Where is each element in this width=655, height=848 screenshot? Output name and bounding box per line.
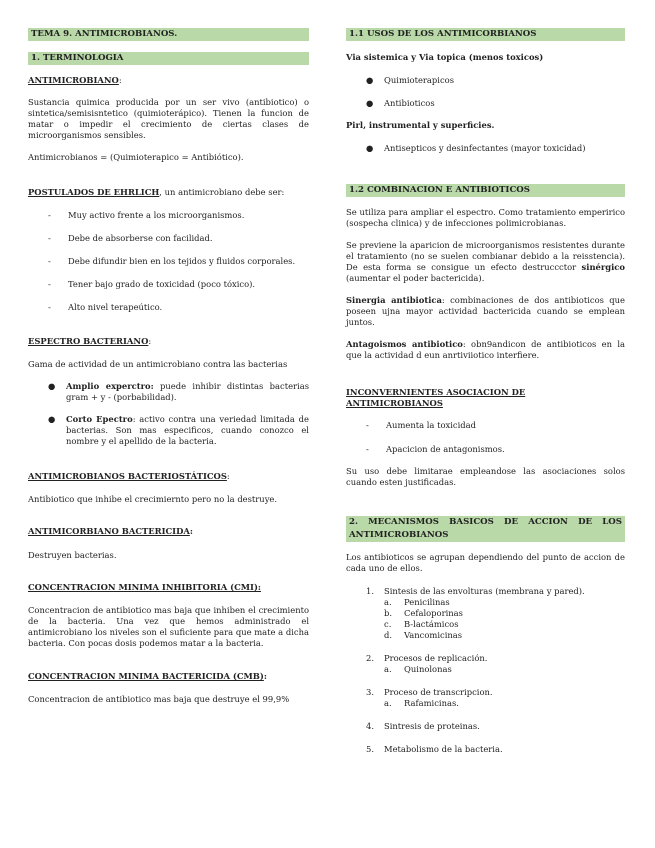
list-item [28,279,309,290]
mecanismo-sub-text: B-lactámicos [404,619,459,629]
espectro-list [28,381,309,447]
espectro-item [28,414,309,447]
mecanismo-sublist [346,698,625,709]
mecanismo-sub-text: Vancomicinas [404,630,463,640]
document-title: TEMA 9. ANTIMICROBIANOS. [28,28,309,41]
list-marker: - [48,210,51,220]
mecanismo-item [346,744,625,755]
mecanismo-sub-marker: a. [384,597,392,607]
mecanismo-number: 1. [366,586,374,596]
list-item-text: Quimioterapicos [384,75,454,85]
list-item [346,444,625,455]
mecanismos-list [346,586,625,755]
list-item [28,256,309,267]
antimicrobiano-heading: ANTIMICROBIANO: [28,75,122,85]
list-item-text: Debe de absorberse con facilidad. [68,233,213,243]
list-marker: ● [48,381,56,391]
piel-heading: Pirl, instrumental y superficies. [346,120,495,130]
left-column [28,28,309,705]
list-item-text: Aumenta la toxicidad [386,420,476,430]
mecanismo-number: 2. [366,653,374,663]
section-usos-heading: 1.1 USOS DE LOS ANTIMICORBIANOS [346,28,625,41]
mecanismo-number: 4. [366,721,374,731]
cmi-heading: CONCENTRACION MINIMA INHIBITORIA (CMI): [28,582,261,592]
list-item-text: Debe difundir bien en los tejidos y fluidos corporales. [68,256,296,266]
section-mecanismos-heading: 2. MECANISMOS BASICOS DE ACCION DE LOS ANTIMICROBIANOS [346,516,625,542]
mecanismo-subitem [346,698,625,709]
right-column [346,28,625,755]
list-marker: ● [366,98,374,108]
list-marker: ● [48,414,56,424]
inconvenientes-list [346,420,625,455]
cmb-heading: CONCENTRACION MINIMA BACTERICIDA (CMB): [28,671,267,681]
cmi-definition: Concentracion de antibiotico mas baja que inhiben el crecimiento de la bacteria. Una vez que hemos administrado el antimicrobiano los niveles son el suficiente para que mate a dicha bacteria. Con pocas dosis podemos matar a la bacteria. [28,605,309,648]
antimicrobiano-formula: Antimicrobianos = (Quimioterapico = Antibiótico). [28,152,244,162]
espectro-item-text: : activo contra una veriedad limitada de bacterias. Son mas especificos, cuando conozco el nombre y el apellido de la bacteria. [66,414,309,446]
mecanismo-sub-text: Penicilinas [404,597,450,607]
list-item-text: Antibioticos [384,98,435,108]
combinacion-paragraph-1: Se utiliza para ampliar el espectro. Como tratamiento emperirico (sospecha clinica) y de infecciones polimicrobianas. [346,207,625,228]
antimicrobiano-definition: Sustancia quimica producida por un ser vivo (antibiotico) o sintetica/semisisntetico (quimioterápico). Tienen la funcion de matar o impedir el crecimiento de ciertas clases de microorganismos sensibles. [28,97,309,140]
inconvenientes-heading: INCONVERNIENTES ASOCIACION DE ANTIMICROBIANOS [346,387,526,408]
list-marker: - [48,279,51,289]
mecanismo-subitem [346,619,625,630]
via-list [346,75,625,109]
mecanismo-sub-marker: a. [384,664,392,674]
mecanismo-sub-text: Quinolonas [404,664,452,674]
list-marker: - [48,302,51,312]
list-marker: - [366,444,369,454]
mecanismo-sub-marker: b. [384,608,393,618]
mecanismo-item [346,586,625,641]
inconvenientes-note: Su uso debe limitarae empleandose las asociaciones solos cuando esten justificadas. [346,466,625,487]
mecanismo-subitem [346,630,625,641]
list-item-text: Muy activo frente a los microorganismos. [68,210,245,220]
mecanismo-label: Sintresis de proteinas. [384,721,480,731]
mecanismo-number: 5. [366,744,374,754]
mecanismo-item [346,721,625,732]
mecanismo-label: Metabolismo de la bacteria. [384,744,503,754]
piel-list [346,143,625,154]
mecanismo-label: Proceso de transcripcion. [384,687,493,697]
mecanismo-number: 3. [366,687,374,697]
mecanismo-sub-text: Cefaloporinas [404,608,463,618]
mecanismo-label: Sintesis de las envolturas (membrana y pared). [384,586,585,596]
mecanismo-item [346,653,625,675]
bacteriostaticos-definition: Antibiotico que inhibe el crecimiernto pero no la destruye. [28,494,278,504]
list-item [346,143,625,154]
combinacion-paragraph-2: Se previene la aparicion de microorganismos resistentes durante el tratamiento (no se suelen combianar debido a la reisstencia). De esta forma se consigue un efecto destruccctor sinérgico (aumentar el poder bactericida). [346,240,625,283]
mecanismo-sub-marker: c. [384,619,392,629]
mecanismo-sub-marker: d. [384,630,393,640]
mecanismo-sublist [346,597,625,641]
list-item-text: Antisepticos y desinfectantes (mayor toxicidad) [384,143,586,153]
postulados-list [28,210,309,313]
espectro-item-term: Amplio experctro: [66,381,154,391]
mecanismo-subitem [346,664,625,675]
espectro-item [28,381,309,403]
list-item-text: Tener bajo grado de toxicidad (poco tóxico). [68,279,256,289]
sinergia-paragraph: Sinergia antibiotica: combinaciones de dos antibioticos que poseen ujna mayor actividad bactericida cuando se emplean juntos. [346,295,625,327]
list-marker: - [366,420,369,430]
mecanismos-intro: Los antibioticos se agrupan dependiendo del punto de accion de cada uno de ellos. [346,552,625,573]
mecanismo-sub-text: Rafamicinas. [404,698,459,708]
mecanismo-subitem [346,597,625,608]
espectro-definition: Gama de actividad de un antimicrobiano contra las bacterias [28,359,288,369]
list-item-text: Alto nivel terapeútico. [68,302,163,312]
list-item [28,210,309,221]
espectro-item-term: Corto Epectro [66,414,133,424]
cmb-definition: Concentracion de antibiotico mas baja que destruye el 99,9% [28,694,290,704]
section-combinacion-heading: 1.2 COMBINACION E ANTIBIOTICOS [346,184,625,197]
espectro-item-text: puede inhibir distintas bacterias gram + y - (porbabilidad). [66,381,309,402]
via-heading: Via sistemica y Via topica (menos toxicos) [346,52,544,62]
mecanismo-sub-marker: a. [384,698,392,708]
list-item [28,233,309,244]
list-item-text: Apacicion de antagonismos. [386,444,505,454]
list-marker: - [48,233,51,243]
espectro-heading: ESPECTRO BACTERIANO: [28,336,152,346]
mecanismo-label: Procesos de replicación. [384,653,488,663]
mecanismo-sublist [346,664,625,675]
list-item [346,98,625,109]
bactericida-heading: ANTIMICORBIANO BACTERICIDA: [28,526,193,536]
bacteriostaticos-heading: ANTIMICROBIANOS BACTERIOSTÁTICOS: [28,471,230,481]
antagonismo-paragraph: Antagoismos antibiotico: obn9andicon de antibioticos en la que la actividad d eun anrtiviiotico interfiere. [346,339,625,360]
list-item [346,75,625,86]
list-marker: ● [366,75,374,85]
list-marker: ● [366,143,374,153]
section-terminologia-heading: 1. TERMINOLOGIA [28,52,309,65]
bactericida-definition: Destruyen bacterias. [28,550,117,560]
postulados-heading: POSTULADOS DE EHRLICH, un antimicrobiano debe ser: [28,187,285,197]
list-item [28,302,309,313]
mecanismo-item [346,687,625,709]
mecanismo-subitem [346,608,625,619]
list-item [346,420,625,431]
list-marker: - [48,256,51,266]
